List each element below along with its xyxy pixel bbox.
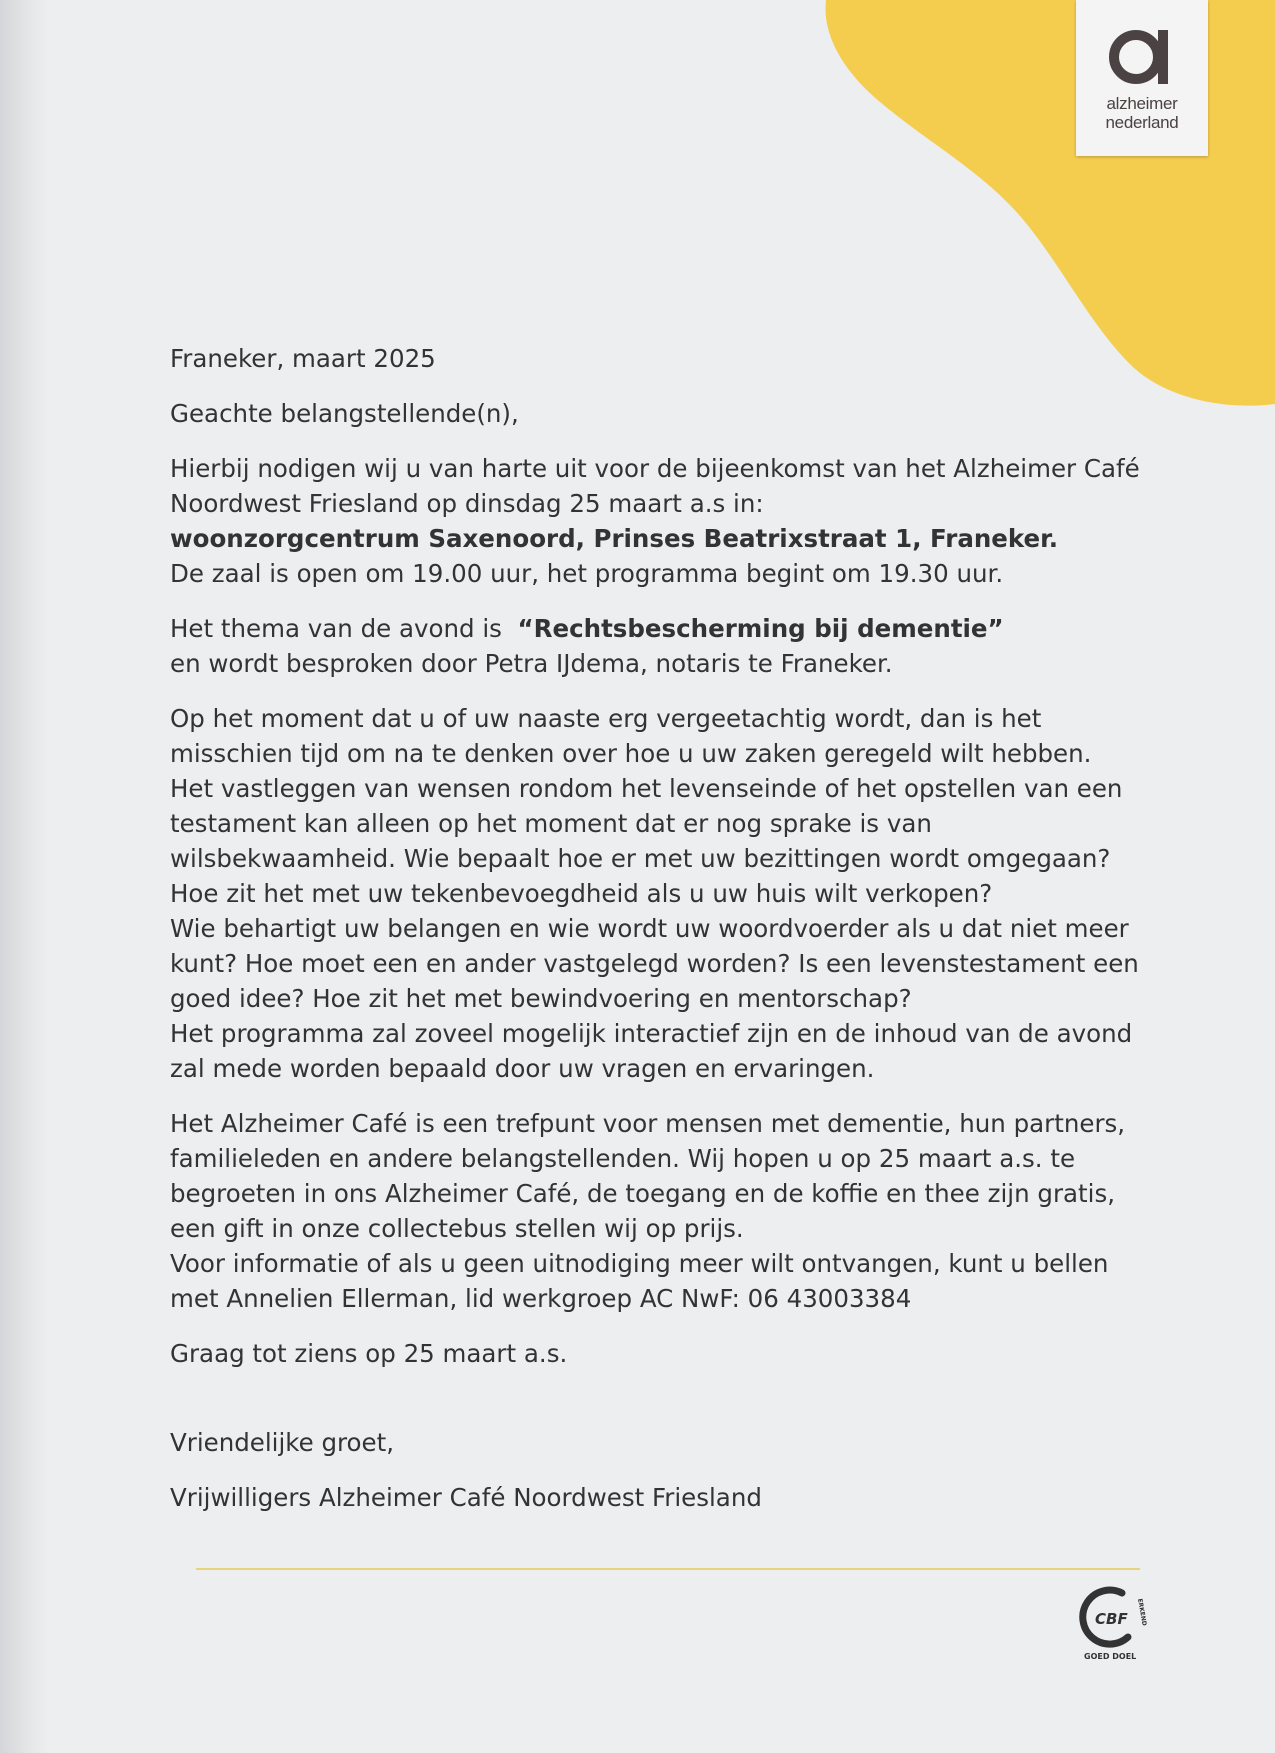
- body-line: Op het moment dat u of uw naaste erg vergeetachtig wordt, dan is het: [170, 704, 1042, 733]
- body-line: goed idee? Hoe zit het met bewindvoering en mentorschap?: [170, 984, 912, 1013]
- place-date: Franeker, maart 2025: [170, 344, 436, 373]
- cafe-line: Het Alzheimer Café is een trefpunt voor mensen met dementie, hun partners,: [170, 1109, 1126, 1138]
- body-line: wilsbekwaamheid. Wie bepaalt hoe er met uw bezittingen wordt omgegaan?: [170, 844, 1111, 873]
- cafe-line: familieleden en andere belangstellenden. Wij hopen u op 25 maart a.s. te: [170, 1144, 1076, 1173]
- venue-address: woonzorgcentrum Saxenoord, Prinses Beatrixstraat 1, Franeker.: [170, 524, 1059, 553]
- body-line: misschien tijd om na te denken over hoe u uw zaken geregeld wilt hebben.: [170, 739, 1092, 768]
- salutation: Geachte belangstellende(n),: [170, 399, 519, 428]
- letter-a-logo-icon: [1108, 26, 1176, 88]
- cafe-line: Voor informatie of als u geen uitnodiging meer wilt ontvangen, kunt u bellen: [170, 1249, 1109, 1278]
- topic-paragraph: [170, 701, 1180, 1086]
- cbf-mark-text: CBF: [1095, 1610, 1128, 1628]
- closing: Vriendelijke groet,: [170, 1428, 395, 1457]
- contact-line: met Annelien Ellerman, lid werkgroep AC NwF: 06 43003384: [170, 1284, 912, 1313]
- theme-line: [170, 611, 1180, 646]
- logo-line-nederland: nederland: [1105, 113, 1179, 132]
- invite-paragraph: [170, 451, 1180, 591]
- farewell: Graag tot ziens op 25 maart a.s.: [170, 1339, 568, 1368]
- body-line: Wie behartigt uw belangen en wie wordt uw woordvoerder als u dat niet meer: [170, 914, 1129, 943]
- speaker-line: en wordt besproken door Petra IJdema, notaris te Franeker.: [170, 649, 893, 678]
- body-line: zal mede worden bepaald door uw vragen en ervaringen.: [170, 1054, 875, 1083]
- invite-line: Hierbij nodigen wij u van harte uit voor de bijeenkomst van het Alzheimer Café: [170, 454, 1140, 483]
- cafe-paragraph: [170, 1106, 1180, 1316]
- body-line: kunt? Hoe moet een en ander vastgelegd worden? Is een levenstestament een: [170, 949, 1139, 978]
- body-line: Het vastleggen van wensen rondom het levenseinde of het opstellen van een: [170, 774, 1123, 803]
- alzheimer-nederland-logo: [1076, 0, 1208, 156]
- logo-wordmark: [1076, 94, 1208, 132]
- invite-line: Noordwest Friesland op dinsdag 25 maart a.s in:: [170, 489, 764, 518]
- logo-line-alzheimer: alzheimer: [1106, 94, 1178, 113]
- signature: Vrijwilligers Alzheimer Café Noordwest Friesland: [170, 1483, 762, 1512]
- letter-body: [170, 341, 1180, 1515]
- cafe-line: een gift in onze collectebus stellen wij op prijs.: [170, 1214, 744, 1243]
- theme-prefix: Het thema van de avond is: [170, 614, 518, 643]
- body-line: Het programma zal zoveel mogelijk interactief zijn en de inhoud van de avond: [170, 1019, 1133, 1048]
- body-line: Hoe zit het met uw tekenbevoegdheid als u uw huis wilt verkopen?: [170, 879, 993, 908]
- cbf-arc-text: ERKEND: [1136, 1598, 1148, 1627]
- opening-times: De zaal is open om 19.00 uur, het programma begint om 19.30 uur.: [170, 559, 1004, 588]
- cbf-caption: GOED DOEL: [1084, 1652, 1137, 1661]
- footer-divider: [196, 1568, 1140, 1570]
- body-line: testament kan alleen op het moment dat er nog sprake is van: [170, 809, 932, 838]
- cafe-line: begroeten in ons Alzheimer Café, de toegang en de koffie en thee zijn gratis,: [170, 1179, 1116, 1208]
- cbf-erkend-goed-doel-logo: [1078, 1585, 1148, 1665]
- theme-title: “Rechtsbescherming bij dementie”: [517, 614, 1004, 643]
- theme-paragraph: [170, 611, 1180, 681]
